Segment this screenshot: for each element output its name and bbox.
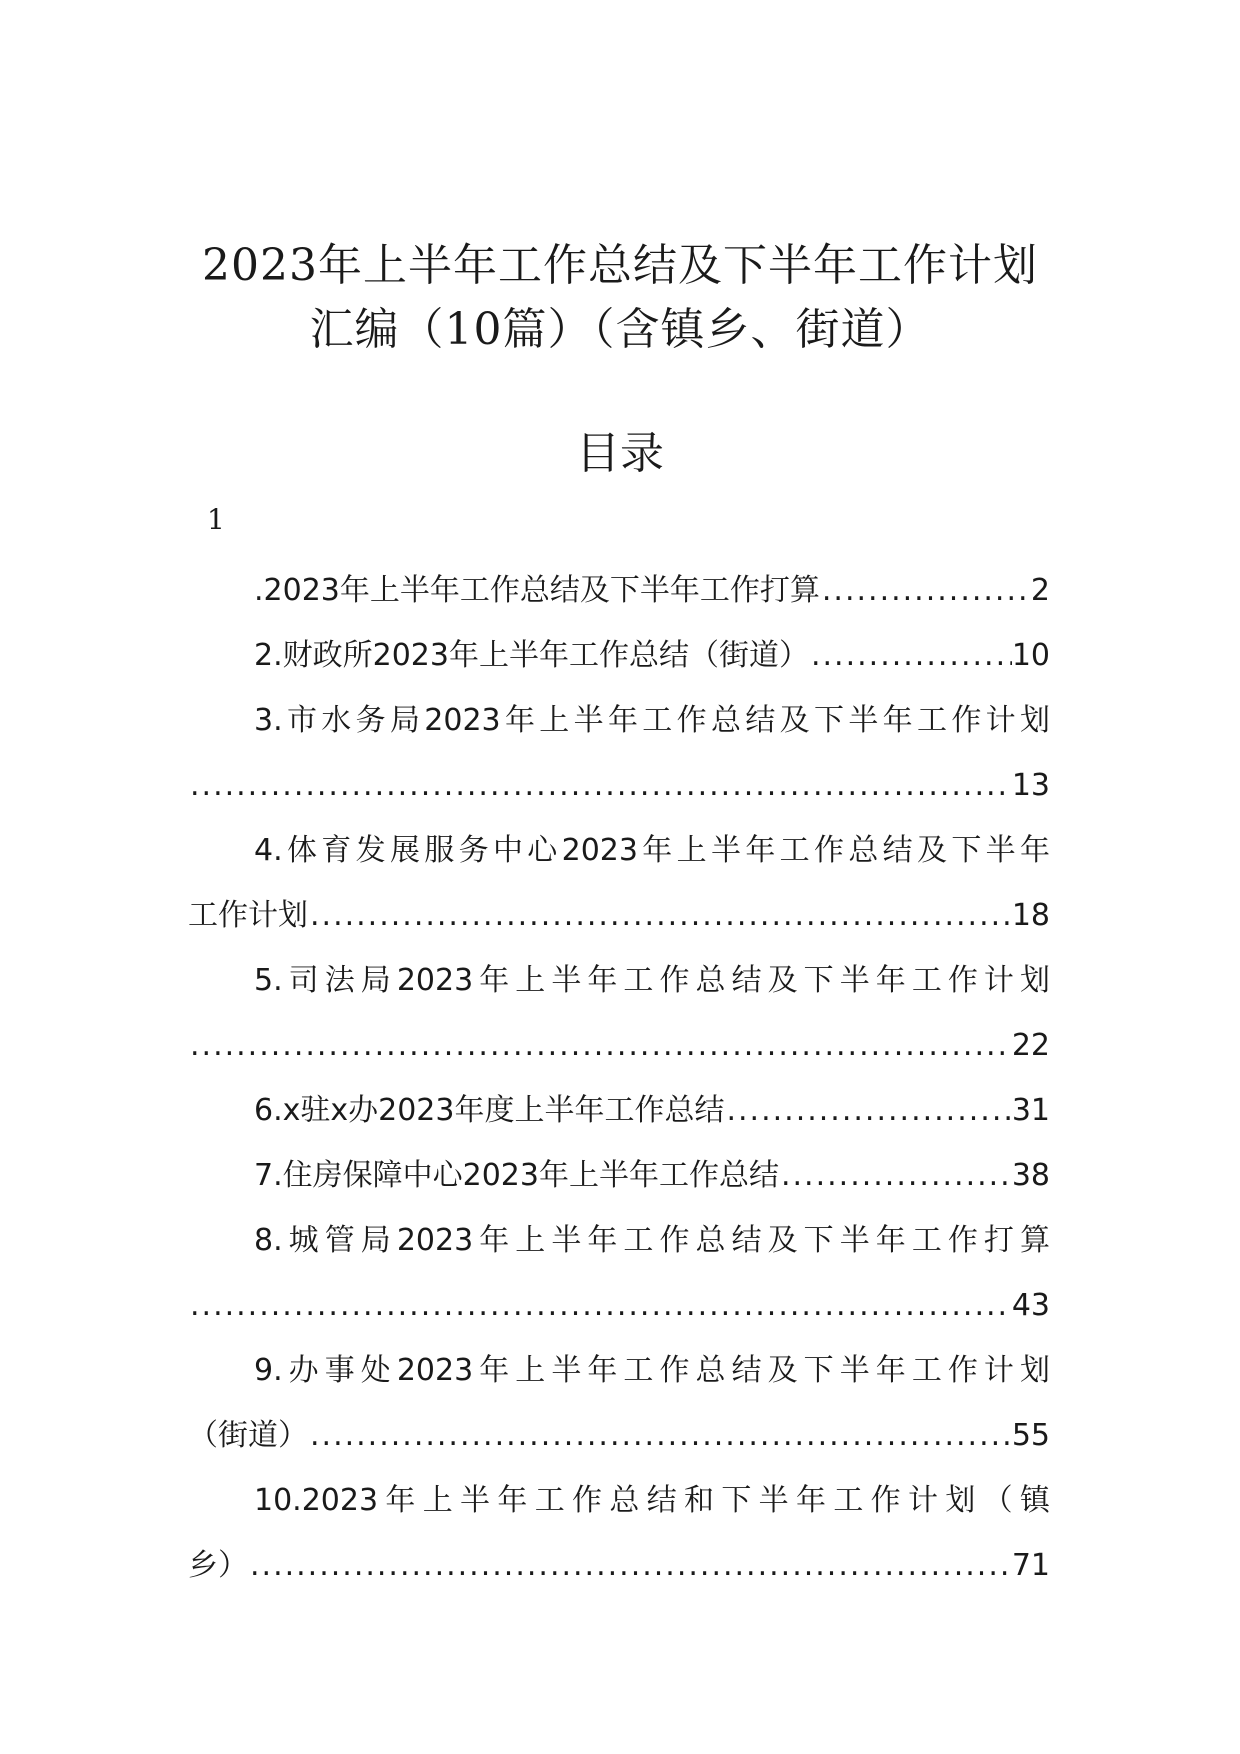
toc-leader-dots: [188, 753, 1012, 818]
title-year: 2023: [202, 240, 318, 291]
stray-number: 1: [207, 503, 225, 536]
title-text: 年上半年工作总结及下半年工作计划: [317, 240, 1038, 291]
toc-entry-2[interactable]: [188, 623, 1050, 688]
toc-entry-7[interactable]: [188, 1143, 1050, 1208]
toc-entry-title: 3.市水务局2023年上半年工作总结及下半年工作计划: [254, 703, 1050, 738]
toc-entry-4[interactable]: [188, 818, 1050, 883]
toc-entry-5-cont[interactable]: [188, 1013, 1050, 1078]
toc-heading: 目录: [576, 428, 664, 479]
toc-entry-3-cont[interactable]: [188, 753, 1050, 818]
toc-entry-8[interactable]: [188, 1208, 1050, 1273]
toc-page-number: 38: [1011, 1158, 1050, 1193]
toc-leader-dots: [248, 1533, 1012, 1598]
toc-entry-3[interactable]: [188, 688, 1050, 753]
toc-leader-dots: [724, 1078, 1011, 1143]
toc-entry-title: 4.体育发展服务中心2023年上半年工作总结及下半年: [254, 833, 1050, 868]
toc-page-number: 13: [1011, 768, 1050, 803]
toc-entry-title: 9.办事处2023年上半年工作总结及下半年工作计划: [254, 1353, 1050, 1388]
toc-page-number: 43: [1011, 1288, 1050, 1323]
toc-page-number: 10: [1011, 638, 1050, 673]
toc-page-number: 55: [1011, 1418, 1050, 1453]
document-title-line-2: [0, 292, 1240, 368]
toc-entry-1[interactable]: [188, 558, 1050, 623]
toc-leader-dots: [188, 1273, 1012, 1338]
toc-leader-dots: [809, 623, 1012, 688]
toc-page-number: 18: [1011, 898, 1050, 933]
toc-entry-4-cont[interactable]: [188, 883, 1050, 948]
toc-entry-title: 7.住房保障中心2023年上半年工作总结: [254, 1158, 779, 1193]
toc-page-number: 71: [1011, 1548, 1050, 1583]
toc-entry-title-cont: 乡）: [188, 1548, 248, 1583]
toc-leader-dots: [308, 883, 1012, 948]
title-part-b: 篇）（含镇乡、街道）: [502, 304, 931, 355]
toc-leader-dots: [188, 1013, 1012, 1078]
toc-entry-8-cont[interactable]: [188, 1273, 1050, 1338]
toc-entry-9-cont[interactable]: [188, 1403, 1050, 1468]
toc-entry-title: 5.司法局2023年上半年工作总结及下半年工作计划: [254, 963, 1050, 998]
toc-entry-title: 8.城管局2023年上半年工作总结及下半年工作打算: [254, 1223, 1050, 1258]
toc-entry-10-cont[interactable]: [188, 1533, 1050, 1598]
toc-leader-dots: [308, 1403, 1012, 1468]
toc-page-number: 2: [1030, 573, 1050, 608]
toc-page-number: 31: [1011, 1093, 1050, 1128]
toc-entry-title-cont: 工作计划: [188, 898, 308, 933]
toc-entry-title: 10.2023年上半年工作总结和下半年工作计划（镇: [254, 1483, 1050, 1518]
toc-entry-9[interactable]: [188, 1338, 1050, 1403]
table-of-contents: [188, 558, 1050, 1598]
toc-entry-6[interactable]: [188, 1078, 1050, 1143]
toc-leader-dots: [779, 1143, 1012, 1208]
toc-entry-title: 6.x驻x办2023年度上半年工作总结: [254, 1093, 725, 1128]
title-count: 10: [444, 304, 503, 355]
toc-entry-title: .2023年上半年工作总结及下半年工作打算: [254, 573, 820, 608]
toc-entry-5[interactable]: [188, 948, 1050, 1013]
title-part-a: 汇编（: [309, 304, 445, 355]
toc-entry-title-cont: （街道）: [188, 1418, 308, 1453]
toc-entry-10[interactable]: [188, 1468, 1050, 1533]
toc-page-number: 22: [1011, 1028, 1050, 1063]
toc-leader-dots: [820, 558, 1031, 623]
toc-entry-title: 2.财政所2023年上半年工作总结（街道）: [254, 638, 809, 673]
